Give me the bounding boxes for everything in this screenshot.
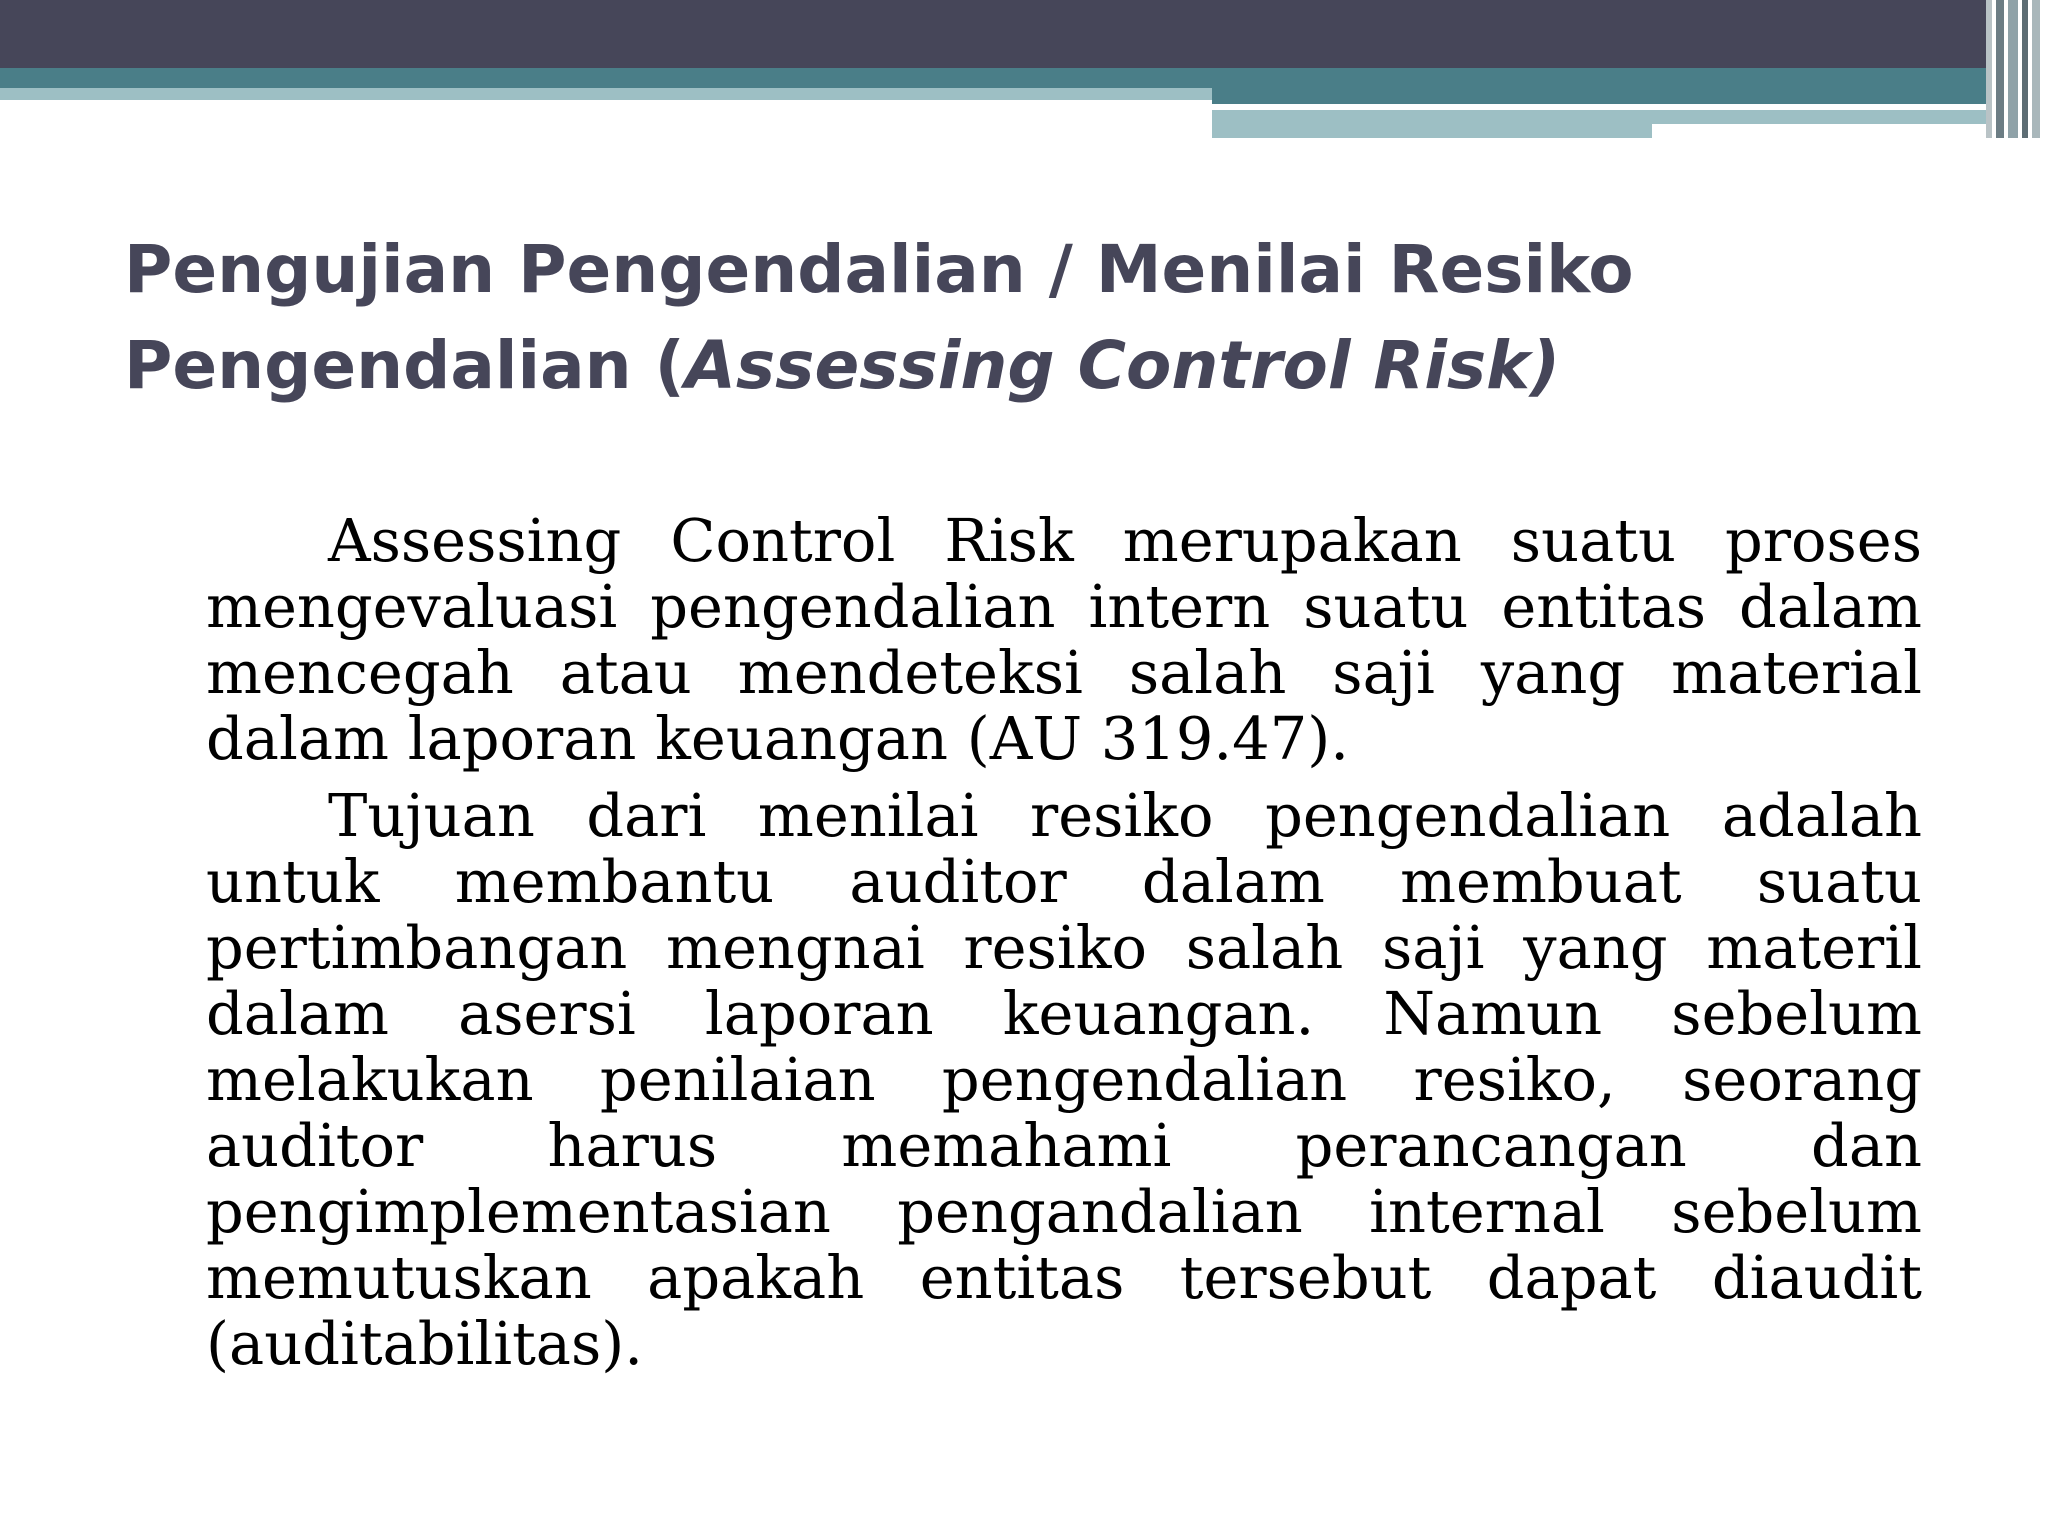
slide-body [206, 508, 1922, 1388]
header-band-dark [0, 0, 2048, 68]
header-band-teal [0, 68, 2048, 88]
slide-title-line2-italic: Assessing Control Risk) [684, 327, 1561, 404]
slide-title-line1: Pengujian Pengendalian / Menilai Resiko [124, 231, 1634, 308]
body-paragraph-2: Tujuan dari menilai resiko pengendalian adalah untuk membantu auditor dalam membuat suatu pertimbangan mengnai resiko salah saji yang materil dalam asersi laporan keuangan. Namun sebelum melakukan penilaian pengendalian resiko, seorang auditor harus memahami perancangan dan pengimplementasian pengandalian internal sebelum memutuskan apakah entitas tersebut dapat diaudit (auditabilitas). [206, 781, 1922, 1378]
slide-title-line2-prefix: Pengendalian ( [124, 327, 685, 404]
header-band-right-teal [1212, 88, 2048, 104]
body-paragraph-1: Assessing Control Risk merupakan suatu proses mengevaluasi pengendalian intern suatu entitas dalam mencegah atau mendeteksi salah saji yang material dalam laporan keuangan (AU 319.47). [206, 506, 1922, 773]
header-band-light-left [0, 88, 1212, 100]
header-stripes-decoration [1986, 0, 2048, 138]
header-band-light-right [1212, 110, 2048, 124]
header-band-light-right-lower [1212, 124, 1652, 138]
slide-title [124, 222, 1824, 414]
